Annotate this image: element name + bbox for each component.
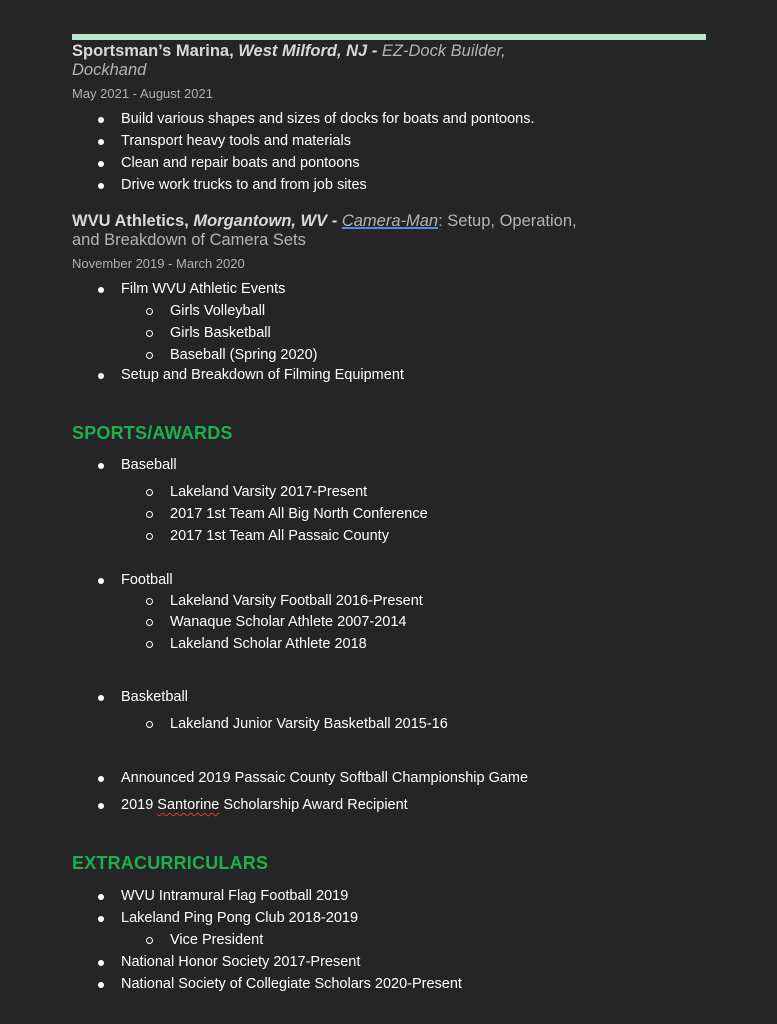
sub-list-item: 2017 1st Team All Big North Conference bbox=[170, 506, 428, 522]
job-location: Morgantown, WV - bbox=[193, 212, 338, 230]
bullet-icon bbox=[98, 139, 104, 145]
spellcheck-flagged-word[interactable]: Santorine bbox=[157, 797, 220, 813]
list-item: Setup and Breakdown of Filming Equipment bbox=[121, 367, 404, 383]
sub-list-item: Vice President bbox=[170, 932, 264, 948]
bullet-icon bbox=[98, 776, 104, 782]
job-role-continued: and Breakdown of Camera Sets bbox=[72, 231, 306, 249]
sub-bullet-icon bbox=[146, 489, 153, 496]
sub-bullet-icon bbox=[146, 598, 153, 605]
sub-list-item: Girls Volleyball bbox=[170, 303, 266, 319]
bullet-icon bbox=[98, 463, 104, 469]
bullet-icon bbox=[98, 695, 104, 701]
sub-bullet-icon bbox=[146, 533, 153, 540]
job-company: WVU Athletics, bbox=[72, 212, 189, 230]
sub-bullet-icon bbox=[146, 721, 153, 728]
job-role-link[interactable]: Camera-Man bbox=[341, 212, 439, 230]
job-role-continued: Dockhand bbox=[72, 61, 147, 79]
bullet-icon bbox=[98, 916, 104, 922]
job-role-description: : Setup, Operation, bbox=[438, 212, 577, 230]
list-item: Transport heavy tools and materials bbox=[121, 133, 351, 149]
bullet-icon bbox=[98, 960, 104, 966]
bullet-icon bbox=[98, 894, 104, 900]
section-heading-extracurriculars: EXTRACURRICULARS bbox=[72, 853, 269, 873]
list-item: Drive work trucks to and from job sites bbox=[121, 177, 367, 193]
bullet-icon bbox=[98, 183, 104, 189]
sub-bullet-icon bbox=[146, 937, 153, 944]
list-item: National Society of Collegiate Scholars 2020-Present bbox=[121, 976, 462, 992]
sub-list-item: Lakeland Varsity 2017-Present bbox=[170, 484, 368, 500]
bullet-icon bbox=[98, 117, 104, 123]
list-item: Football bbox=[121, 572, 173, 588]
job-dates: May 2021 - August 2021 bbox=[72, 86, 213, 101]
list-item: Baseball bbox=[121, 457, 177, 473]
list-item: WVU Intramural Flag Football 2019 bbox=[121, 888, 349, 904]
bullet-icon bbox=[98, 803, 104, 809]
sub-list-item: Lakeland Junior Varsity Basketball 2015-16 bbox=[170, 716, 448, 732]
section-heading-sports-awards: SPORTS/AWARDS bbox=[72, 423, 233, 443]
sub-list-item: Girls Basketball bbox=[170, 325, 271, 341]
bullet-icon bbox=[98, 373, 104, 379]
list-item: Build various shapes and sizes of docks for boats and pontoons. bbox=[121, 111, 535, 127]
list-item: Clean and repair boats and pontoons bbox=[121, 155, 360, 171]
sub-bullet-icon bbox=[146, 352, 153, 359]
sub-list-item: Lakeland Varsity Football 2016-Present bbox=[170, 593, 423, 609]
sub-list-item: Wanaque Scholar Athlete 2007-2014 bbox=[170, 614, 407, 630]
job-title-line bbox=[72, 212, 577, 231]
bullet-icon bbox=[98, 982, 104, 988]
list-item: Film WVU Athletic Events bbox=[121, 281, 286, 297]
job-location: West Milford, NJ - bbox=[238, 42, 378, 60]
job-title-line bbox=[72, 42, 506, 61]
sub-bullet-icon bbox=[146, 619, 153, 626]
list-item: 2019 Santorine Scholarship Award Recipient bbox=[121, 797, 408, 813]
sub-bullet-icon bbox=[146, 641, 153, 648]
bullet-icon bbox=[98, 161, 104, 167]
job-dates: November 2019 - March 2020 bbox=[72, 256, 245, 271]
list-item: Basketball bbox=[121, 689, 188, 705]
job-company: Sportsman’s Marina, bbox=[72, 42, 234, 60]
job-role: EZ-Dock Builder, bbox=[381, 42, 506, 60]
sub-bullet-icon bbox=[146, 308, 153, 315]
list-item: Announced 2019 Passaic County Softball Championship Game bbox=[121, 770, 529, 786]
sub-bullet-icon bbox=[146, 330, 153, 337]
section-divider-bar bbox=[72, 34, 706, 40]
list-item: National Honor Society 2017-Present bbox=[121, 954, 361, 970]
bullet-icon bbox=[98, 287, 104, 293]
sub-bullet-icon bbox=[146, 511, 153, 518]
list-item: Lakeland Ping Pong Club 2018-2019 bbox=[121, 910, 359, 926]
sub-list-item: Lakeland Scholar Athlete 2018 bbox=[170, 636, 367, 652]
sub-list-item: 2017 1st Team All Passaic County bbox=[170, 528, 389, 544]
sub-list-item: Baseball (Spring 2020) bbox=[170, 347, 318, 363]
bullet-icon bbox=[98, 578, 104, 584]
